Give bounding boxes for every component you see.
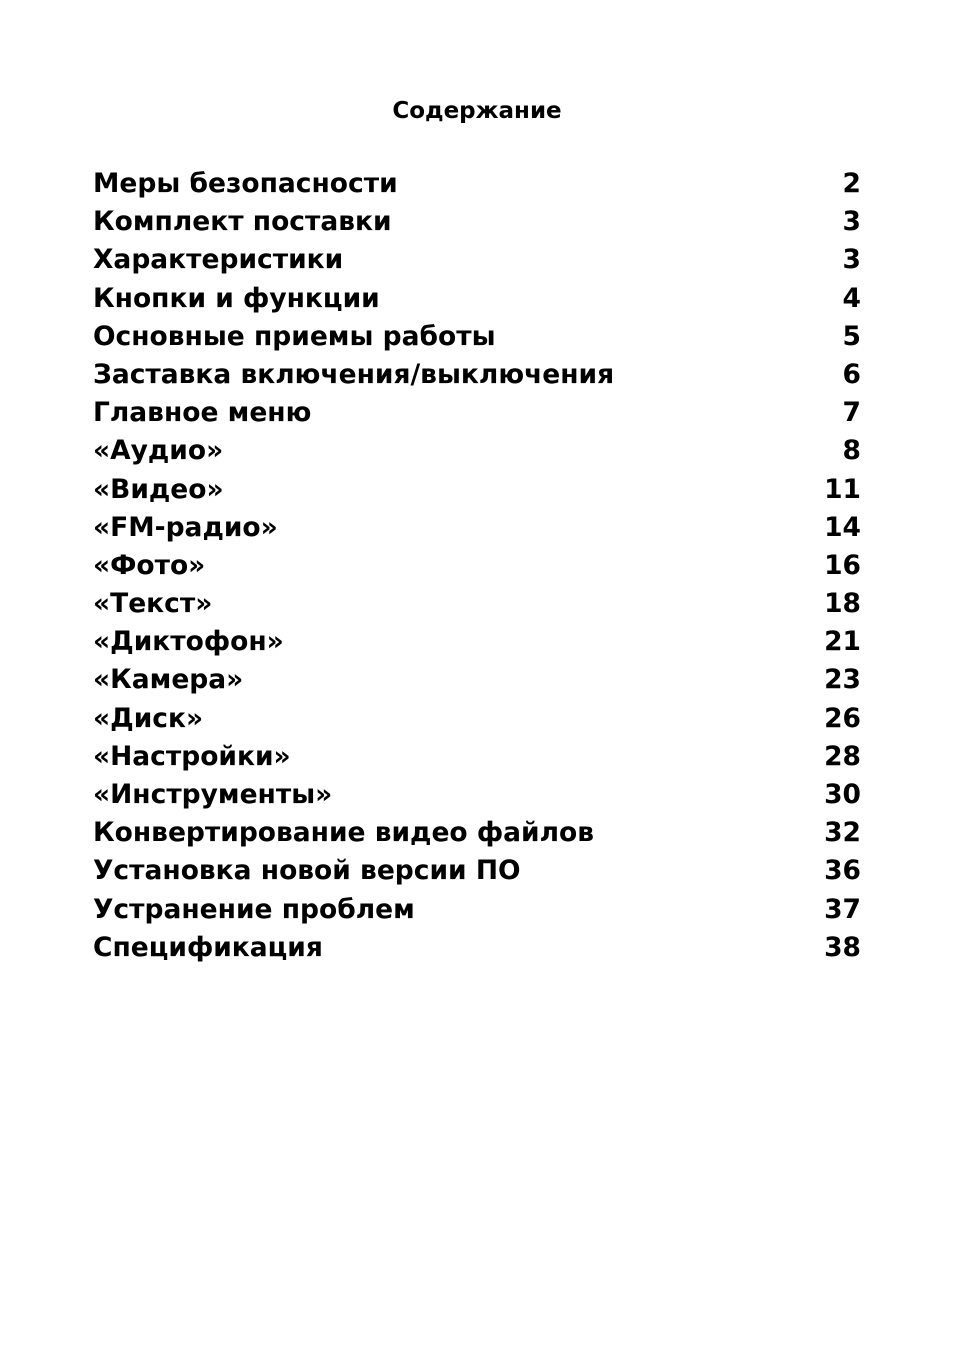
toc-entry [93, 814, 861, 852]
toc-entry-label: Меры безопасности [93, 168, 398, 199]
toc-entry [93, 318, 861, 356]
toc-entry-page: 8 [842, 435, 861, 467]
toc-entry-page: 3 [842, 206, 861, 238]
toc-entry-page: 7 [842, 397, 861, 429]
toc-entry [93, 165, 861, 203]
toc-entry-page: 26 [824, 702, 861, 734]
toc-entry [93, 280, 861, 318]
toc-entry [93, 738, 861, 776]
toc-entry-page: 30 [824, 779, 861, 810]
toc-entry [93, 623, 861, 661]
toc-entry-page: 6 [842, 358, 861, 390]
toc-list [93, 165, 861, 967]
toc-entry [93, 509, 861, 547]
toc-entry [93, 547, 861, 585]
toc-entry-page: 32 [824, 817, 861, 849]
toc-entry-page: 21 [824, 626, 861, 658]
toc-entry [93, 776, 861, 814]
toc-entry-label: Спецификация [93, 931, 323, 963]
toc-entry-page: 14 [824, 511, 861, 543]
toc-entry-label: «Видео» [93, 473, 224, 505]
toc-entry [93, 471, 861, 509]
toc-entry-label: «Камера» [93, 664, 244, 696]
toc-entry-page: 38 [824, 931, 861, 963]
toc-entry-page: 5 [842, 320, 861, 352]
toc-entry-page: 36 [824, 855, 861, 887]
toc-entry-label: Устранение проблем [93, 893, 415, 925]
toc-entry-label: Установка новой версии ПО [93, 855, 521, 887]
toc-entry-page: 23 [824, 664, 861, 696]
toc-entry-label: «Фото» [93, 549, 206, 581]
toc-entry-page: 11 [824, 473, 861, 505]
toc-entry-label: «Диск» [93, 702, 204, 734]
toc-entry-page: 37 [824, 893, 861, 925]
toc-entry [93, 929, 861, 967]
toc-entry [93, 891, 861, 929]
toc-title: Содержание [392, 98, 562, 124]
toc-entry-label: Характеристики [93, 244, 344, 276]
toc-entry-label: Главное меню [93, 397, 312, 429]
toc-entry-page: 18 [824, 588, 861, 620]
toc-entry-label: «FM-радио» [93, 511, 278, 543]
toc-entry [93, 394, 861, 432]
toc-entry-label: «Настройки» [93, 740, 291, 772]
toc-entry-label: Кнопки и функции [93, 282, 380, 314]
toc-entry-label: Комплект поставки [93, 206, 392, 238]
toc-entry-page: 2 [842, 168, 861, 199]
toc-entry-page: 16 [824, 549, 861, 581]
toc-entry [93, 700, 861, 738]
toc-entry-label: Заставка включения/выключения [93, 358, 615, 390]
toc-entry [93, 661, 861, 699]
toc-entry-page: 4 [842, 282, 861, 314]
toc-entry-label: «Текст» [93, 588, 213, 620]
toc-entry-label: «Диктофон» [93, 626, 284, 658]
toc-entry [93, 241, 861, 279]
toc-entry-label: Конвертирование видео файлов [93, 817, 594, 849]
toc-entry-label: «Инструменты» [93, 779, 333, 810]
toc-entry-page: 28 [824, 740, 861, 772]
toc-entry-label: «Аудио» [93, 435, 224, 467]
toc-entry [93, 356, 861, 394]
toc-entry [93, 585, 861, 623]
toc-entry-page: 3 [842, 244, 861, 276]
toc-entry-label: Основные приемы работы [93, 320, 496, 352]
toc-entry [93, 852, 861, 890]
toc-entry [93, 432, 861, 470]
toc-entry [93, 203, 861, 241]
